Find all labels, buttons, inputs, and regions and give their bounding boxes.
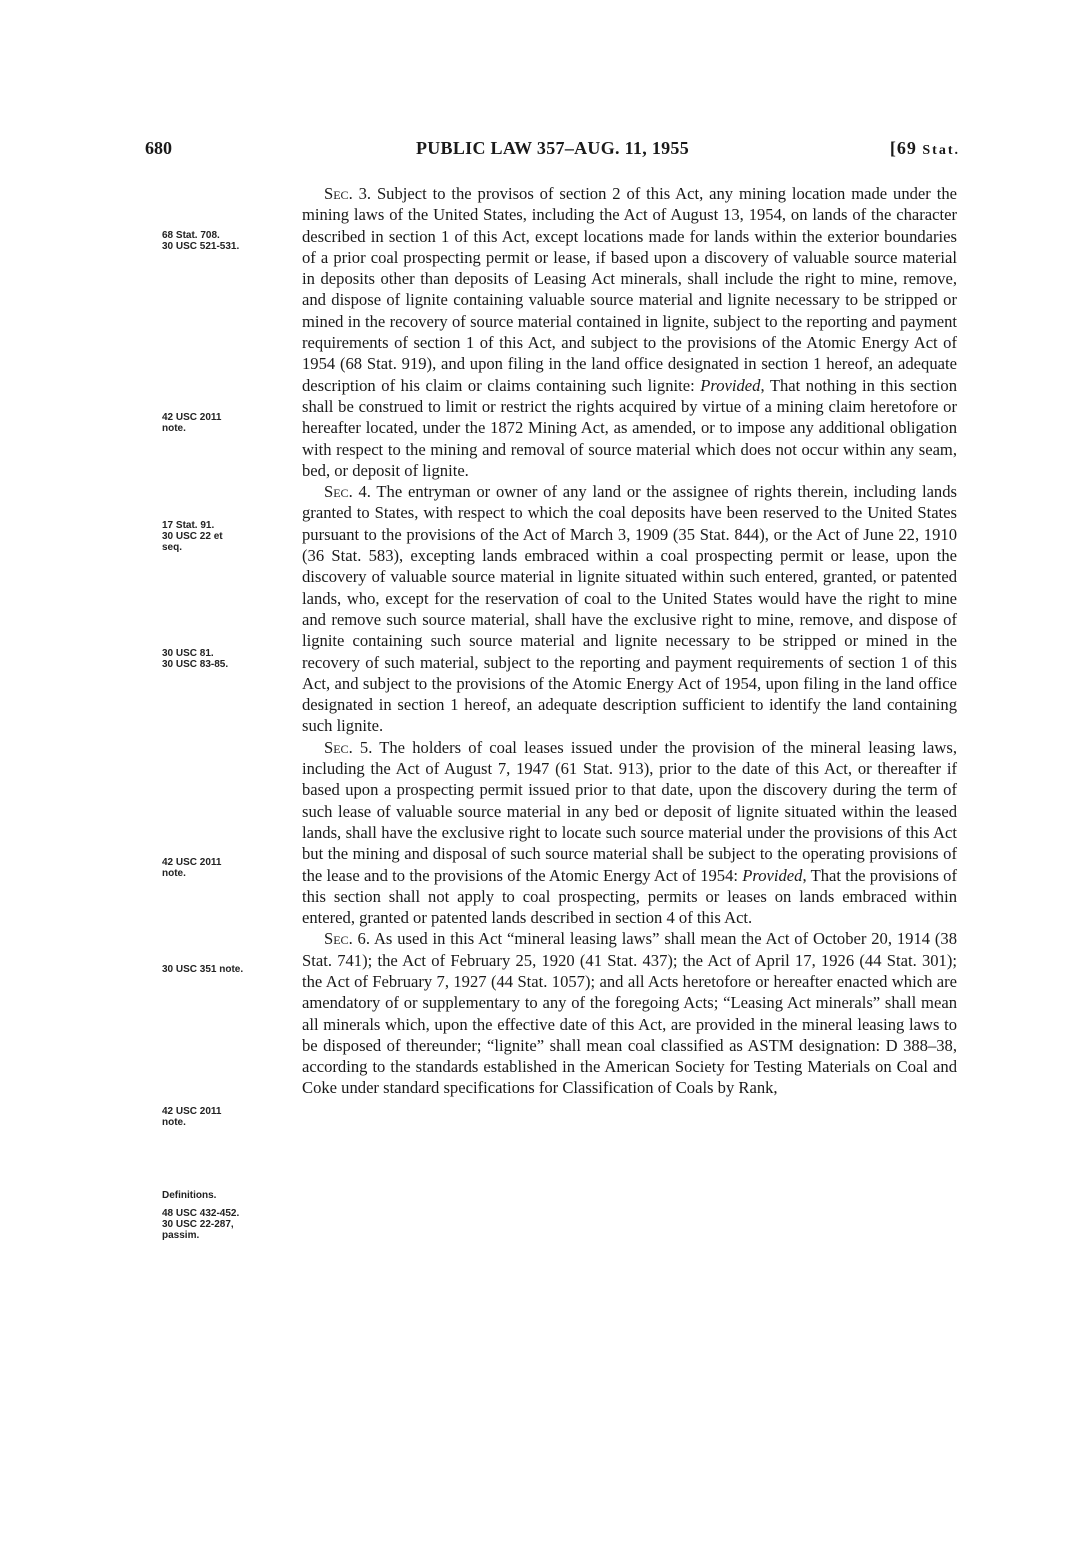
- section-label: Sec. 5.: [324, 737, 373, 757]
- running-title: PUBLIC LAW 357–AUG. 11, 1955: [415, 138, 690, 158]
- margin-note: 48 USC 432-452. 30 USC 22-287, passim.: [162, 1208, 240, 1241]
- section-text: As used in this Act “mineral leasing laws” shall mean the Act of October 20, 1914 (38 Stat. 741); the Act of February 25, 1920 (41 Stat. 437); the Act of April 17, 1926 (44 Stat. 301); the Act of February 7, 1927 (44 Stat. 1057); and all Acts heretofore or hereafter enacted which are amendatory of or supplementary to any of the foregoing Acts; “Leasing Act minerals” shall mean all minerals which, upon the effective date of this Act, are provided in the mineral leasing laws to be disposed of thereunder; “lignite” shall mean coal classified as ASTM designation: D 388–38, according to the standards established in the American Society for Testing Materials on Coal and Coke under standard specifications for Classification of Coals by Rank,: [302, 929, 957, 1098]
- section-6: [302, 928, 957, 1098]
- section-label: Sec. 4.: [324, 482, 371, 502]
- section-text: , That the provisions of this section shall not apply to coal prospecting, permits or leases on lands embraced within entered, granted or patented lands described in section 4 of this Act.: [302, 865, 957, 928]
- proviso-word: Provided: [700, 375, 761, 395]
- section-label: Sec. 3.: [324, 184, 372, 203]
- volume-reference: [890, 138, 960, 159]
- section-text: The holders of coal leases issued under the provision of the mineral leasing laws, including the Act of August 7, 1947 (61 Stat. 913), prior to the date of this Act, or thereafter if based upon a prospecting permit issued prior to that date, upon the discovery during the term of such lease of valuable source material in any bed or deposit of lignite situated within the leased lands, shall have the exclusive right to locate such source material under the provisions of this Act but the mining and disposal of such source material shall be subject to the operating provisions of the lease and to the provisions of the Atomic Energy Act of 1954:: [302, 737, 957, 885]
- margin-note: 42 USC 2011 note.: [162, 1106, 222, 1128]
- margin-note: 68 Stat. 708. 30 USC 521-531.: [162, 230, 240, 252]
- section-5: [302, 737, 957, 929]
- section-text: Subject to the provisos of section 2 of this Act, any mining location made under the mining laws of the United States, including the Act of August 13, 1954, on lands of the character described in section 1 of this Act, except locations made for lands within the exterior boundaries of a prior coal prospecting permit or lease, if based upon a discovery of valuable source material in deposits other than deposits of Leasing Act minerals, shall include the right to mine, remove, and dispose of lignite containing valuable source material and lignite necessary to be stripped or mined in the recovery of source material contained in lignite, subject to the reporting and payment requirements of section 1 of this Act, and subject to the provisions of the Atomic Energy Act of 1954 (68 Stat. 919), and upon filing in the land office designated in section 1 hereof, an adequate description of his claim or claims containing such lignite:: [302, 184, 957, 395]
- section-text: , That nothing in this section shall be construed to limit or restrict the rights acquired by virtue of a mining claim heretofore or hereafter located, under the 1872 Mining Act, as amended, or to impose any additional obligation with respect to the mining and removal of source material which does not occur within any seam, bed, or deposit of lignite.: [302, 375, 957, 480]
- volume-prefix: [69: [889, 138, 923, 158]
- body-text: [302, 183, 957, 1099]
- margin-note: 30 USC 81. 30 USC 83-85.: [162, 648, 229, 670]
- page-header: [145, 138, 960, 168]
- margin-note-heading: Definitions.: [162, 1190, 217, 1201]
- page-number: 680: [145, 138, 172, 158]
- margin-note: 17 Stat. 91. 30 USC 22 et seq.: [162, 520, 223, 553]
- section-text: The entryman or owner of any land or the assignee of rights therein, including lands granted to States, with respect to which the coal deposits have been reserved to the United States pursuant to the provisions of the Act of March 3, 1909 (35 Stat. 844), or the Act of June 22, 1910 (36 Stat. 583), excepting lands embraced within a coal prospecting permit or lease, upon the discovery of valuable source material in lignite situated within such entered, granted, or patented lands, who, except for the reservation of coal to the United States would have the right to mine and remove such source material, shall have the exclusive right to mine, remove, and dispose of lignite containing such source material and lignite necessary to be stripped or mined in the recovery of such material, subject to the reporting and payment requirements of section 1 of this Act, and subject to the provisions of the Atomic Energy Act of 1954, upon filing in the land office designated in section 1 hereof, an adequate description sufficient to identify the land containing such lignite.: [302, 482, 957, 736]
- proviso-word: Provided: [742, 865, 803, 885]
- section-4: [302, 481, 957, 737]
- margin-note: 42 USC 2011 note.: [162, 412, 222, 434]
- section-3: [302, 183, 957, 481]
- volume-suffix: Stat.: [922, 143, 960, 158]
- section-label: Sec. 6.: [324, 929, 371, 949]
- margin-note: 42 USC 2011 note.: [162, 857, 222, 879]
- margin-note: 30 USC 351 note.: [162, 964, 244, 975]
